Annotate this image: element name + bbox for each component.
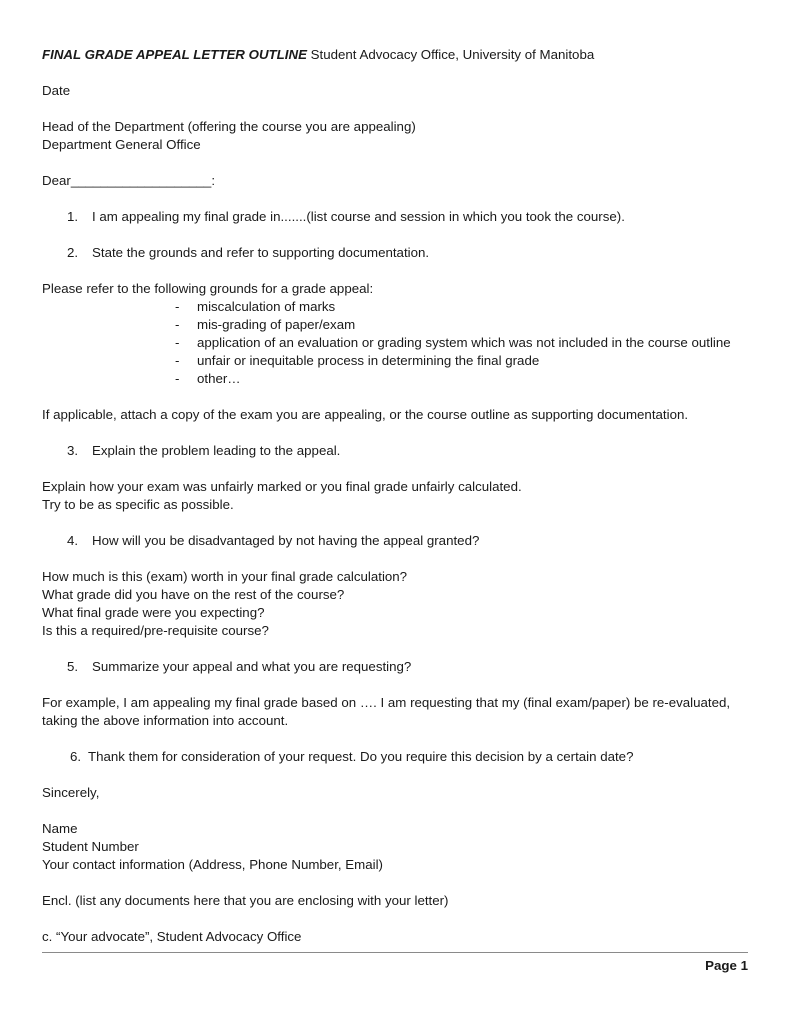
grounds-bullet-3 — [42, 334, 748, 352]
spacer — [42, 424, 748, 442]
numbered-item-2 — [42, 244, 748, 262]
spacer — [42, 226, 748, 244]
enclosure-note: Encl. (list any documents here that you are enclosing with your letter) — [42, 893, 449, 908]
grounds-bullet-1 — [42, 298, 748, 316]
spacer — [42, 190, 748, 208]
dash-bullet-icon: - — [175, 353, 180, 368]
document-body — [42, 46, 748, 946]
item-text: How will you be disadvantaged by not having the appeal granted? — [92, 533, 480, 548]
recipient-department-head: Head of the Department (offering the course you are appealing) — [42, 119, 416, 134]
spacer — [42, 154, 748, 172]
grounds-intro: Please refer to the following grounds for a grade appeal: — [42, 281, 374, 296]
numbered-item-1 — [42, 208, 748, 226]
dash-bullet-icon: - — [175, 371, 180, 386]
item-text: I am appealing my final grade in.......(list course and session in which you took the course). — [92, 209, 625, 224]
spacer — [42, 802, 748, 820]
spacer — [42, 766, 748, 784]
item-number: 1. — [67, 209, 79, 224]
example-paragraph: For example, I am appealing my final grade based on …. I am requesting that my (final exam/paper) be re-evaluated, taking the above information into account. — [42, 695, 731, 728]
item-text: State the grounds and refer to supporting documentation. — [92, 245, 430, 260]
grounds-bullet-2 — [42, 316, 748, 334]
dash-bullet-icon: - — [175, 335, 180, 350]
recipient-general-office: Department General Office — [42, 137, 201, 152]
grounds-text: application of an evaluation or grading system which was not included in the course outline — [197, 335, 731, 350]
disadvantage-question-2: What grade did you have on the rest of the course? — [42, 587, 345, 602]
spacer — [42, 550, 748, 568]
closing-salutation: Sincerely, — [42, 785, 100, 800]
page-number: Page 1 — [705, 958, 748, 973]
spacer — [42, 514, 748, 532]
dash-bullet-icon: - — [175, 317, 180, 332]
disadvantage-question-3: What final grade were you expecting? — [42, 605, 265, 620]
spacer — [42, 640, 748, 658]
signature-name: Name — [42, 821, 78, 836]
grounds-bullet-5 — [42, 370, 748, 388]
explain-guidance-line-2: Try to be as specific as possible. — [42, 497, 234, 512]
footer-divider — [42, 952, 748, 953]
disadvantage-question-1: How much is this (exam) worth in your final grade calculation? — [42, 569, 408, 584]
item-number: 2. — [67, 245, 79, 260]
item-text: Thank them for consideration of your request. Do you require this decision by a certain date? — [88, 749, 634, 764]
spacer — [42, 676, 748, 694]
numbered-item-4 — [42, 532, 748, 550]
grounds-text: other… — [197, 371, 241, 386]
document-title-emphasis: FINAL GRADE APPEAL LETTER OUTLINE — [42, 47, 307, 62]
grounds-text: miscalculation of marks — [197, 299, 336, 314]
spacer — [42, 64, 748, 82]
grounds-bullet-4 — [42, 352, 748, 370]
numbered-item-5 — [42, 658, 748, 676]
date-placeholder: Date — [42, 83, 71, 98]
grounds-text: mis-grading of paper/exam — [197, 317, 356, 332]
document-title — [42, 46, 748, 64]
spacer — [42, 730, 748, 748]
item-number: 3. — [67, 443, 79, 458]
carbon-copy-note: c. “Your advocate”, Student Advocacy Office — [42, 929, 302, 944]
spacer — [42, 262, 748, 280]
spacer — [42, 910, 748, 928]
grounds-text: unfair or inequitable process in determining the final grade — [197, 353, 540, 368]
item-text: Explain the problem leading to the appeal. — [92, 443, 341, 458]
item-number: 6. — [70, 749, 82, 764]
spacer — [42, 388, 748, 406]
spacer — [42, 460, 748, 478]
explain-guidance-line-1: Explain how your exam was unfairly marked or you final grade unfairly calculated. — [42, 479, 522, 494]
spacer — [42, 100, 748, 118]
attachment-note: If applicable, attach a copy of the exam you are appealing, or the course outline as supporting documentation. — [42, 407, 689, 422]
numbered-item-6 — [42, 748, 748, 766]
numbered-item-3 — [42, 442, 748, 460]
item-number: 4. — [67, 533, 79, 548]
dash-bullet-icon: - — [175, 299, 180, 314]
signature-student-number: Student Number — [42, 839, 139, 854]
document-title-subtitle: Student Advocacy Office, University of Manitoba — [306, 47, 595, 62]
item-text: Summarize your appeal and what you are requesting? — [92, 659, 412, 674]
page-footer — [42, 952, 748, 975]
item-number: 5. — [67, 659, 79, 674]
signature-contact-info: Your contact information (Address, Phone Number, Email) — [42, 857, 383, 872]
spacer — [42, 874, 748, 892]
salutation: Dear___________________: — [42, 173, 216, 188]
disadvantage-question-4: Is this a required/pre-requisite course? — [42, 623, 269, 638]
